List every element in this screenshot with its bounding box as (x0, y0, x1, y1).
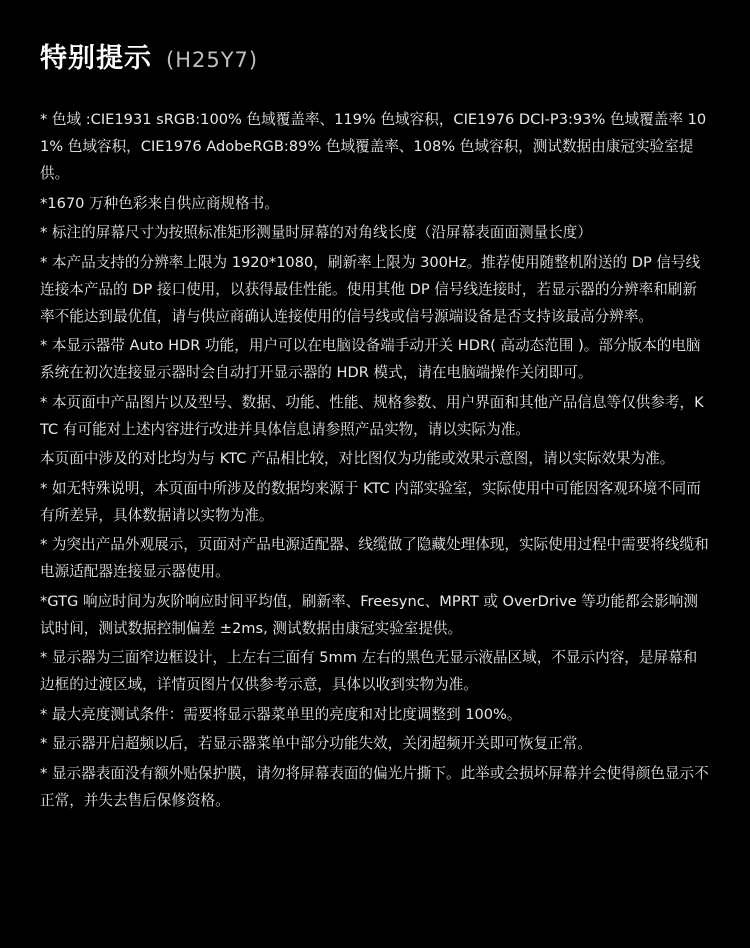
notice-heading (40, 36, 710, 82)
note-screen-size: * 标注的屏幕尺寸为按照标准矩形测量时屏幕的对角线长度（沿屏幕表面面测量长度） (40, 224, 592, 241)
note-cables-hidden: * 为突出产品外观展示，页面对产品电源适配器、线缆做了隐藏处理体现，实际使用过程中需要将线缆和电源适配器连接显示器使用。 (40, 536, 709, 580)
note-overclock: * 显示器开启超频以后，若显示器菜单中部分功能失效，关闭超频开关即可恢复正常。 (40, 735, 592, 752)
note-max-brightness: * 最大亮度测试条件：需要将显示器菜单里的亮度和对比度调整到 100%。 (40, 705, 522, 723)
note-narrow-bezel: * 显示器为三面窄边框设计，上左右三面有 5mm 左右的黑色无显示液晶区域，不显示内容，是屏幕和边框的过渡区域，详情页图片仅供参考示意，具体以收到实物为准。 (40, 649, 698, 693)
note-protective-film: * 显示器表面没有额外贴保护膜，请勿将屏幕表面的偏光片撕下。此举或会损坏屏幕并会使得颜色显示不正常，并失去售后保修资格。 (40, 764, 709, 809)
note-gtg-response: *GTG 响应时间为灰阶响应时间平均值，刷新率、Freesync、MPRT 或 OverDrive 等功能都会影响测试时间，测试数据控制偏差 ±2ms, 测试数据由康冠实验室提供。 (40, 592, 698, 637)
note-resolution: * 本产品支持的分辨率上限为 1920*1080，刷新率上限为 300Hz。推荐使用随整机附送的 DP 信号线连接本产品的 DP 接口使用，以获得最佳性能。使用其他 DP 信号线连接时，若显示器的分辨率和刷新率不能达到最优值，请与供应商确认连接使用的信号线或信号源端设备是否支持该最高分辨率。 (40, 253, 701, 325)
model-code: (H25Y7) (166, 48, 259, 72)
note-comparison: 本页面中涉及的对比均为与 KTC 产品相比较，对比图仅为功能或效果示意图，请以实际效果为准。 (40, 450, 675, 467)
note-color-gamut: * 色域 :CIE1931 sRGB:100% 色域覆盖率、119% 色域容积，CIE1976 DCI-P3:93% 色域覆盖率 101% 色域容积，CIE1976 AdobeRGB:89% 色域覆盖率、108% 色域容积，测试数据由康冠实验室提供。 (40, 111, 707, 182)
note-auto-hdr: * 本显示器带 Auto HDR 功能，用户可以在电脑设备端手动开关 HDR( 高动态范围 )。部分版本的电脑系统在初次连接显示器时会自动打开显示器的 HDR 模式，请在电脑端操作关闭即可。 (40, 337, 701, 381)
notes-list (40, 106, 710, 814)
note-product-images: * 本页面中产品图片以及型号、数据、功能、性能、规格参数、用户界面和其他产品信息等仅供参考，KTC 有可能对上述内容进行改进并具体信息请参照产品实物，请以实际为准。 (40, 393, 704, 438)
page-title: 特别提示 (40, 43, 152, 74)
note-data-source: * 如无特殊说明，本页面中所涉及的数据均来源于 KTC 内部实验室，实际使用中可能因客观环境不同而有所差异，具体数据请以实物为准。 (40, 479, 701, 524)
note-color-count: *1670 万种色彩来自供应商规格书。 (40, 194, 279, 212)
